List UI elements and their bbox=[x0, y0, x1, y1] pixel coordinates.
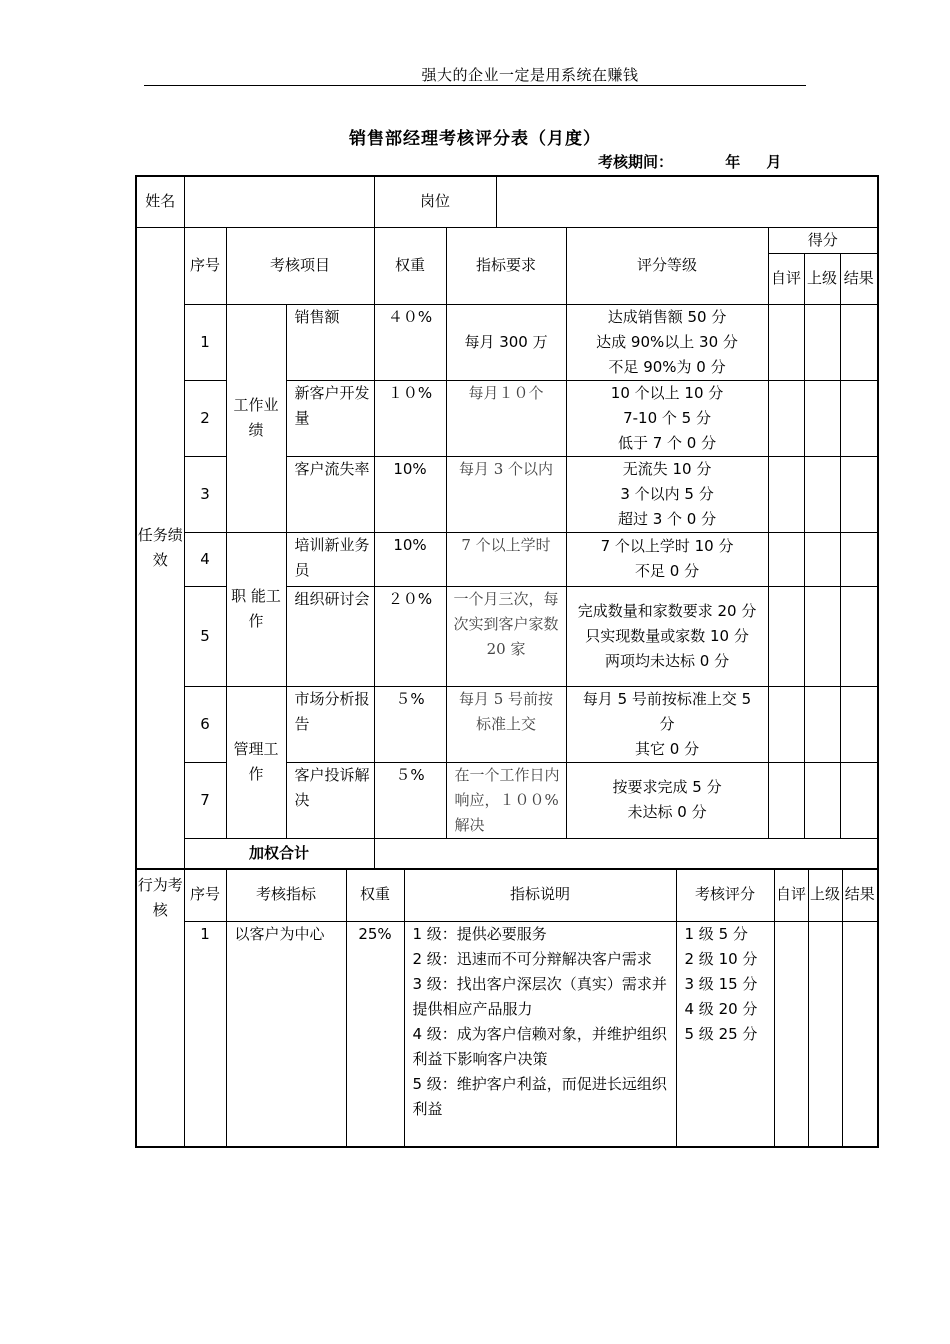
score-self[interactable] bbox=[768, 380, 804, 456]
score-self[interactable] bbox=[768, 456, 804, 532]
row-weight: ５% bbox=[374, 686, 446, 762]
task-section-label: 任务绩效 bbox=[136, 227, 184, 869]
row-requirement: 每月１０个 bbox=[446, 380, 566, 456]
row-item: 销售额 bbox=[286, 304, 374, 380]
row-indicator: 以客户为中心 bbox=[226, 921, 346, 1147]
score-result[interactable] bbox=[840, 304, 878, 380]
score-superior[interactable] bbox=[804, 586, 840, 686]
header-seq: 序号 bbox=[184, 869, 226, 921]
header-item: 考核项目 bbox=[226, 227, 374, 304]
header-superior: 上级 bbox=[808, 869, 842, 921]
behavior-section-label: 行为考核 bbox=[136, 869, 184, 1147]
score-superior[interactable] bbox=[804, 456, 840, 532]
page-header-text: 强大的企业一定是用系统在赚钱 bbox=[421, 66, 639, 84]
row-seq: 1 bbox=[184, 304, 226, 380]
post-field[interactable] bbox=[496, 176, 878, 227]
weighted-total-value[interactable] bbox=[374, 838, 878, 869]
weighted-total-label: 加权合计 bbox=[184, 838, 374, 869]
score-result[interactable] bbox=[840, 762, 878, 838]
row-weight: 25% bbox=[346, 921, 404, 1147]
header-weight: 权重 bbox=[374, 227, 446, 304]
header-requirement: 指标要求 bbox=[446, 227, 566, 304]
header-description: 指标说明 bbox=[404, 869, 676, 921]
score-result[interactable] bbox=[840, 456, 878, 532]
score-result[interactable] bbox=[840, 586, 878, 686]
header-seq: 序号 bbox=[184, 227, 226, 304]
row-seq: 6 bbox=[184, 686, 226, 762]
row-weight: ２０% bbox=[374, 586, 446, 686]
score-self[interactable] bbox=[768, 762, 804, 838]
row-seq: 5 bbox=[184, 586, 226, 686]
header-assessment-score: 考核评分 bbox=[676, 869, 774, 921]
row-item: 培训新业务员 bbox=[286, 532, 374, 586]
row-seq: 3 bbox=[184, 456, 226, 532]
form-title: 销售部经理考核评分表（月度） bbox=[349, 129, 601, 149]
score-superior[interactable] bbox=[804, 380, 840, 456]
header-result: 结果 bbox=[842, 869, 878, 921]
row-grade: 每月 5 号前按标准上交 5 分 其它 0 分 bbox=[566, 686, 768, 762]
group-management-work: 管理工作 bbox=[226, 686, 286, 838]
row-item: 市场分析报告 bbox=[286, 686, 374, 762]
row-weight: ４０% bbox=[374, 304, 446, 380]
score-self[interactable] bbox=[768, 532, 804, 586]
row-grade: 完成数量和家数要求 20 分 只实现数量或家数 10 分 两项均未达标 0 分 bbox=[566, 586, 768, 686]
row-requirement: 每月 300 万 bbox=[446, 304, 566, 380]
row-seq: 1 bbox=[184, 921, 226, 1147]
row-grade: 7 个以上学时 10 分 不足 0 分 bbox=[566, 532, 768, 586]
row-item: 客户流失率 bbox=[286, 456, 374, 532]
row-weight: 10% bbox=[374, 532, 446, 586]
row-grade: 10 个以上 10 分 7-10 个 5 分 低于 7 个 0 分 bbox=[566, 380, 768, 456]
group-functional-work: 职 能工作 bbox=[226, 532, 286, 686]
group-work-performance: 工作业绩 bbox=[226, 304, 286, 532]
post-label: 岗位 bbox=[374, 176, 496, 227]
score-superior[interactable] bbox=[804, 304, 840, 380]
row-grade: 无流失 10 分 3 个以内 5 分 超过 3 个 0 分 bbox=[566, 456, 768, 532]
row-grade: 达成销售额 50 分 达成 90%以上 30 分 不足 90%为 0 分 bbox=[566, 304, 768, 380]
score-superior[interactable] bbox=[804, 532, 840, 586]
header-grade: 评分等级 bbox=[566, 227, 768, 304]
row-weight: 10% bbox=[374, 456, 446, 532]
row-description: 1 级：提供必要服务 2 级：迅速而不可分辩解决客户需求 3 级：找出客户深层次（真实）需求并提供相应产品服力 4 级：成为客户信赖对象，并维护组织利益下影响客户决策 5 级：维护客户利益，而促进长远组织利益 bbox=[404, 921, 676, 1147]
header-score: 得分 bbox=[768, 227, 878, 253]
score-result[interactable] bbox=[840, 686, 878, 762]
row-weight: ５% bbox=[374, 762, 446, 838]
score-superior[interactable] bbox=[804, 686, 840, 762]
header-indicator: 考核指标 bbox=[226, 869, 346, 921]
header-divider bbox=[144, 85, 806, 86]
assessment-period: 考核期间： 年 月 bbox=[598, 153, 782, 171]
header-self: 自评 bbox=[774, 869, 808, 921]
behavior-assessment-table bbox=[135, 869, 879, 1148]
row-item: 组织研讨会 bbox=[286, 586, 374, 686]
name-field[interactable] bbox=[184, 176, 374, 227]
score-result[interactable] bbox=[842, 921, 878, 1147]
score-result[interactable] bbox=[840, 380, 878, 456]
header-self: 自评 bbox=[768, 253, 804, 304]
row-requirement: 每月 3 个以内 bbox=[446, 456, 566, 532]
header-superior: 上级 bbox=[804, 253, 840, 304]
row-requirement: 每月 5 号前按标准上交 bbox=[446, 686, 566, 762]
row-requirement: 在一个工作日内响应，１００%解决 bbox=[446, 762, 566, 838]
task-performance-table bbox=[135, 175, 879, 870]
row-seq: 7 bbox=[184, 762, 226, 838]
score-superior[interactable] bbox=[808, 921, 842, 1147]
header-result: 结果 bbox=[840, 253, 878, 304]
row-assessment-scores: 1 级 5 分 2 级 10 分 3 级 15 分 4 级 20 分 5 级 25 分 bbox=[676, 921, 774, 1147]
row-item: 客户投诉解决 bbox=[286, 762, 374, 838]
name-label: 姓名 bbox=[136, 176, 184, 227]
score-self[interactable] bbox=[774, 921, 808, 1147]
header-weight: 权重 bbox=[346, 869, 404, 921]
row-requirement: 7 个以上学时 bbox=[446, 532, 566, 586]
row-item: 新客户开发量 bbox=[286, 380, 374, 456]
row-grade: 按要求完成 5 分 未达标 0 分 bbox=[566, 762, 768, 838]
score-self[interactable] bbox=[768, 586, 804, 686]
score-superior[interactable] bbox=[804, 762, 840, 838]
score-result[interactable] bbox=[840, 532, 878, 586]
score-self[interactable] bbox=[768, 304, 804, 380]
row-requirement: 一个月三次，每次实到客户家数 20 家 bbox=[446, 586, 566, 686]
row-seq: 2 bbox=[184, 380, 226, 456]
row-seq: 4 bbox=[184, 532, 226, 586]
row-weight: １０% bbox=[374, 380, 446, 456]
score-self[interactable] bbox=[768, 686, 804, 762]
